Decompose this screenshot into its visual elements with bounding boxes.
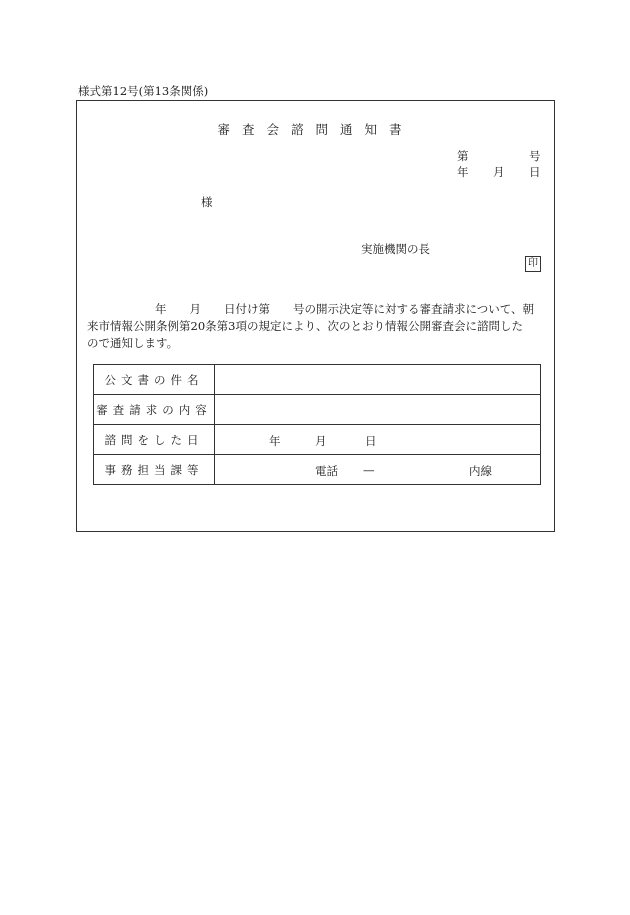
phone-label: 電話	[315, 464, 338, 478]
document-title: 審査会諮問通知書	[217, 122, 414, 137]
notice-body	[87, 301, 545, 352]
inquiry-year: 年	[269, 434, 281, 448]
doc-number-prefix: 第	[457, 149, 469, 163]
table-row	[94, 425, 541, 455]
extension-label: 内線	[469, 464, 492, 478]
row-label: 審査請求の内容	[94, 395, 215, 425]
row-label: 諮問をした日	[94, 425, 215, 455]
date-month: 月	[493, 165, 505, 179]
inquiry-month: 月	[315, 434, 327, 448]
date-year: 年	[457, 165, 469, 179]
table-row	[94, 365, 541, 395]
sender-title: 実施機関の長	[361, 242, 430, 256]
seal-mark: 印	[525, 256, 541, 272]
form-number-label: 様式第12号(第13条関係)	[78, 84, 209, 98]
body-line-1: 年 月 日付け第 号の開示決定等に対する審査請求について、朝	[155, 302, 535, 316]
row-label: 公文書の件名	[94, 365, 215, 395]
doc-number-suffix: 号	[529, 149, 541, 163]
phone-dash: —	[363, 463, 375, 477]
table-row	[94, 395, 541, 425]
body-line-3: ので通知します。	[87, 336, 179, 350]
contact-field[interactable]	[215, 455, 541, 485]
request-content-field[interactable]	[215, 395, 541, 425]
inquiry-date-field[interactable]	[215, 425, 541, 455]
inquiry-day: 日	[365, 434, 377, 448]
addressee-suffix: 様	[201, 195, 213, 209]
date-day: 日	[529, 165, 541, 179]
table-row	[94, 455, 541, 485]
document-name-field[interactable]	[215, 365, 541, 395]
details-table	[93, 364, 541, 485]
notice-frame	[76, 100, 555, 532]
body-line-2: 来市情報公開条例第20条第3項の規定により、次のとおり情報公開審査会に諮問した	[87, 319, 523, 333]
row-label: 事務担当課等	[94, 455, 215, 485]
